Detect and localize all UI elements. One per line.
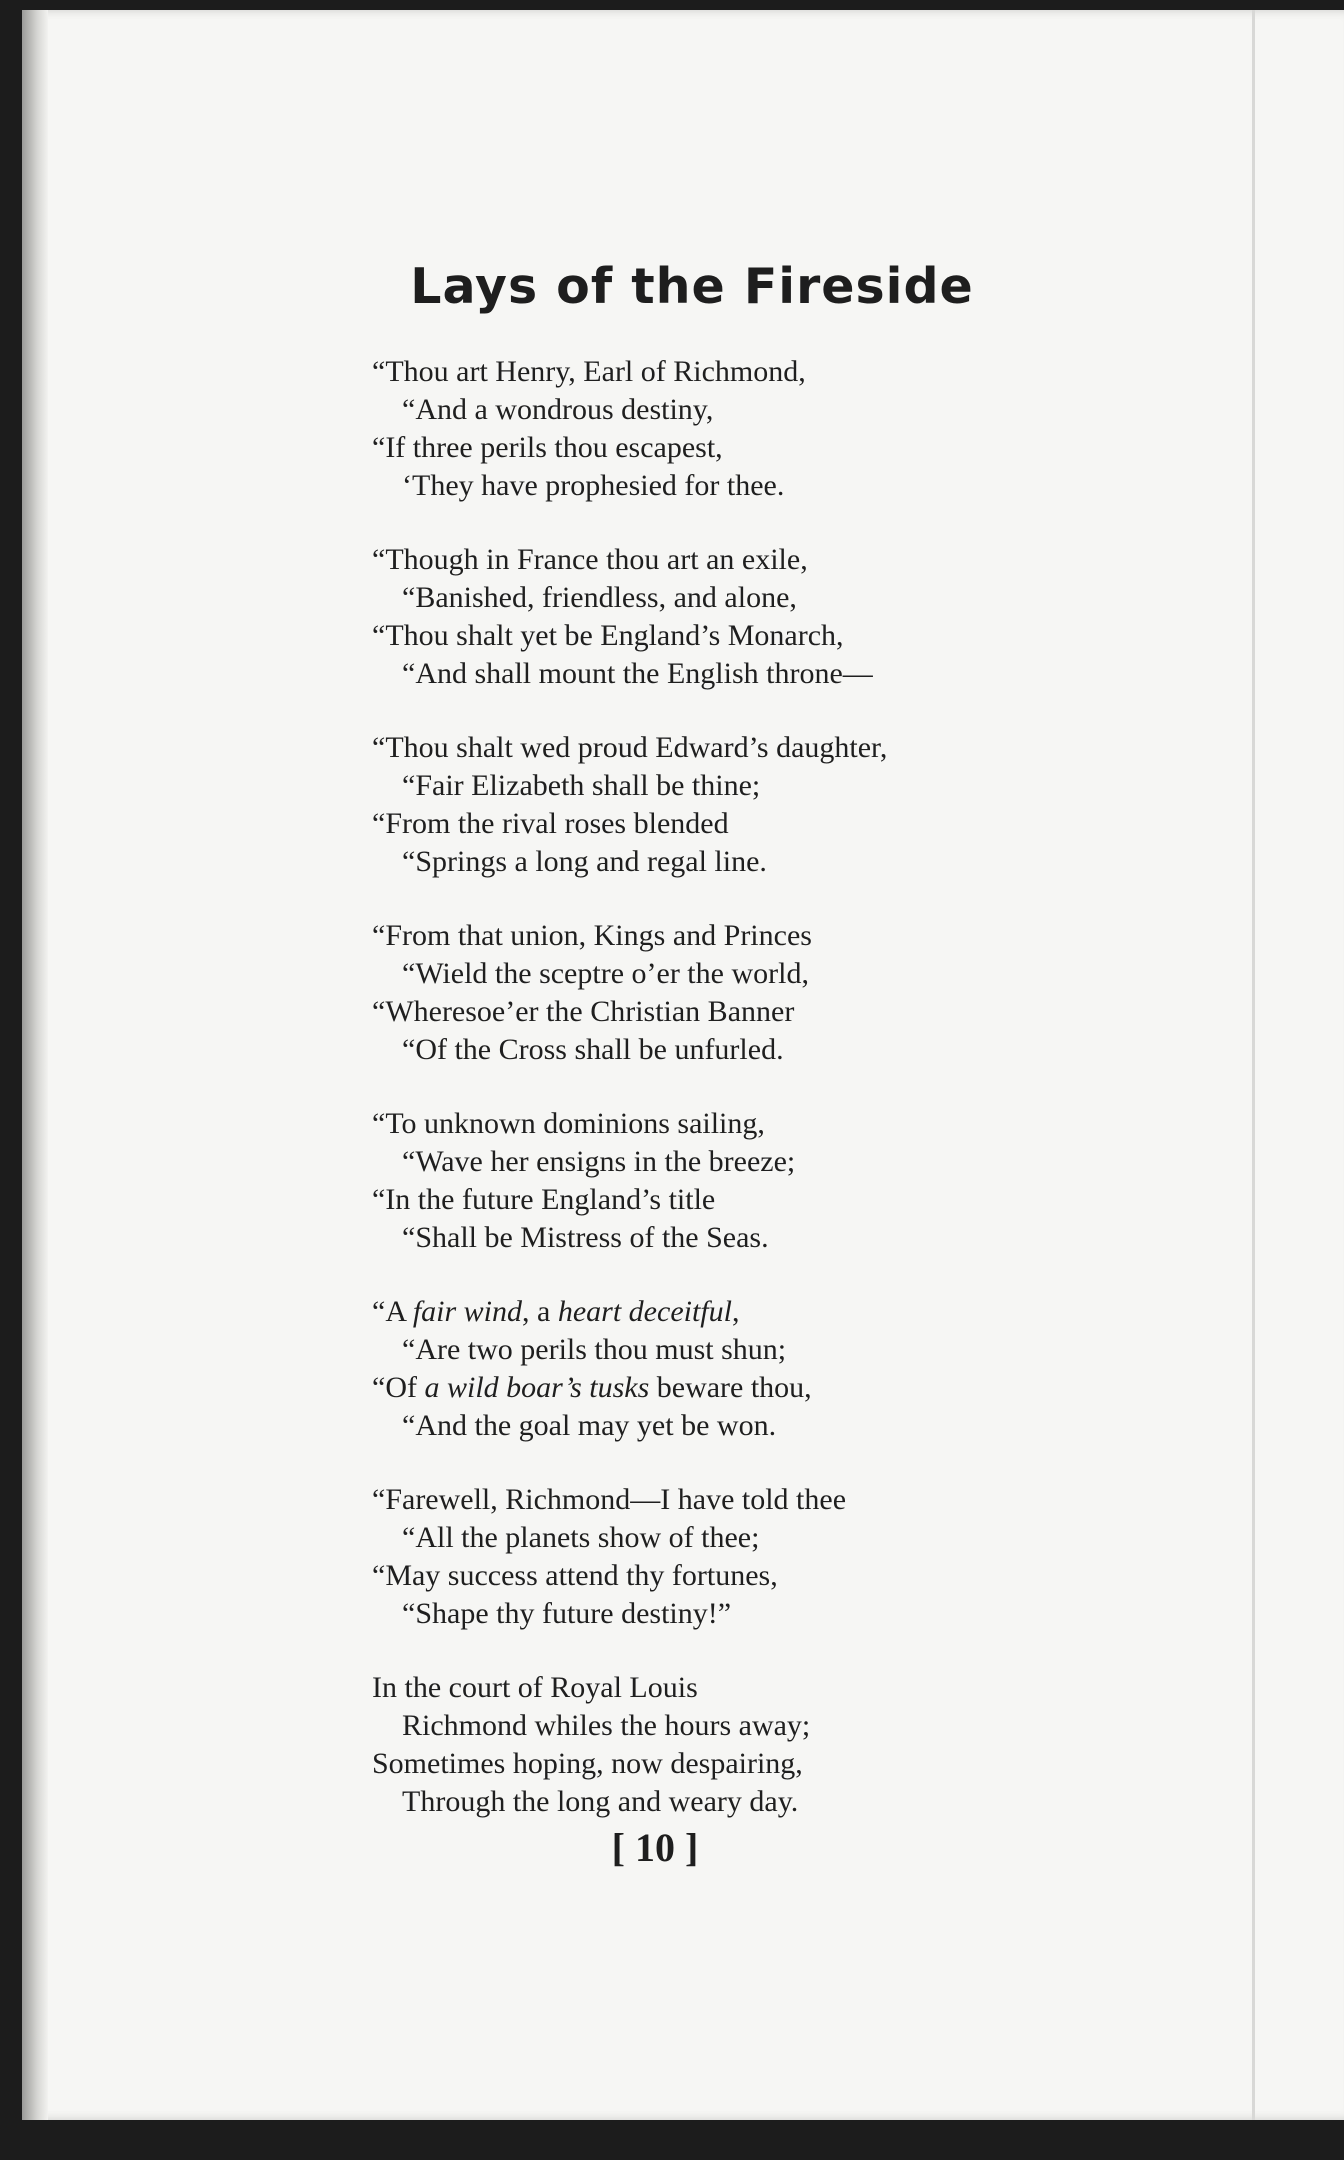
poem-line: “If three perils thou escapest, — [372, 431, 723, 464]
stanza — [372, 1105, 1072, 1257]
stanza — [372, 729, 1072, 881]
line-text: , a — [522, 1295, 558, 1328]
poem-line: “And the goal may yet be won. — [402, 1409, 777, 1442]
poem-line: “Wheresoe’er the Christian Banner — [372, 995, 795, 1028]
poem-line: “And shall mount the English throne— — [402, 657, 873, 690]
stanza — [372, 541, 1072, 693]
poem-line: Sometimes hoping, now despairing, — [372, 1747, 803, 1780]
poem-line: “And a wondrous destiny, — [402, 393, 714, 426]
poem-line: “Springs a long and regal line. — [402, 845, 767, 878]
line-text: “A — [372, 1295, 413, 1328]
poem-line: Through the long and weary day. — [402, 1785, 799, 1818]
poem-line: “Farewell, Richmond—I have told thee — [372, 1483, 847, 1516]
poem-line: “Thou shalt wed proud Edward’s daughter, — [372, 731, 888, 764]
poem-line: “In the future England’s title — [372, 1183, 716, 1216]
stanza — [372, 1669, 1072, 1821]
line-text: beware thou, — [649, 1371, 812, 1404]
poem-line: “Thou art Henry, Earl of Richmond, — [372, 355, 806, 388]
poem-line: “May success attend thy fortunes, — [372, 1559, 778, 1592]
page-gutter — [22, 10, 48, 2120]
stanza — [372, 1293, 1072, 1445]
stanza — [372, 1481, 1072, 1633]
line-text: “Of — [372, 1371, 425, 1404]
italic-phrase: a wild boar’s tusks — [424, 1371, 650, 1404]
poem-line: “Though in France thou art an exile, — [372, 543, 808, 576]
poem-line: “Thou shalt yet be England’s Monarch, — [372, 619, 844, 652]
poem-line: ‘They have prophesied for thee. — [402, 469, 785, 502]
poem-line: “Wave her ensigns in the breeze; — [402, 1145, 796, 1178]
poem-line: “Fair Elizabeth shall be thine; — [402, 769, 761, 802]
italic-phrase: fair wind — [412, 1295, 523, 1328]
page-number: [ 10 ] — [611, 1825, 699, 1870]
page-edge — [1252, 10, 1255, 2120]
poem-line: “From the rival roses blended — [372, 807, 729, 840]
poem-line: “From that union, Kings and Princes — [372, 919, 812, 952]
poem-line: “Wield the sceptre o’er the world, — [402, 957, 809, 990]
stanza — [372, 353, 1072, 505]
poem-line: “Are two perils thou must shun; — [402, 1333, 787, 1366]
poem-line: “All the planets show of thee; — [402, 1521, 760, 1554]
line-text: , — [731, 1295, 740, 1328]
poem-line: Richmond whiles the hours away; — [402, 1709, 811, 1742]
poem-line: “Shall be Mistress of the Seas. — [402, 1221, 769, 1254]
italic-phrase: heart deceitful — [557, 1295, 732, 1328]
poem-line — [372, 1293, 1072, 1331]
poem-line: “Of the Cross shall be unfurled. — [402, 1033, 784, 1066]
poem-line: “Banished, friendless, and alone, — [402, 581, 797, 614]
poem-line: “To unknown dominions sailing, — [372, 1107, 765, 1140]
poem-line: “Shape thy future destiny!” — [402, 1597, 732, 1630]
poem — [372, 353, 1072, 1857]
stanza — [372, 917, 1072, 1069]
page-title: Lays of the Fireside — [410, 258, 974, 315]
poem-line — [372, 1369, 1072, 1407]
poem-line: In the court of Royal Louis — [372, 1671, 698, 1704]
